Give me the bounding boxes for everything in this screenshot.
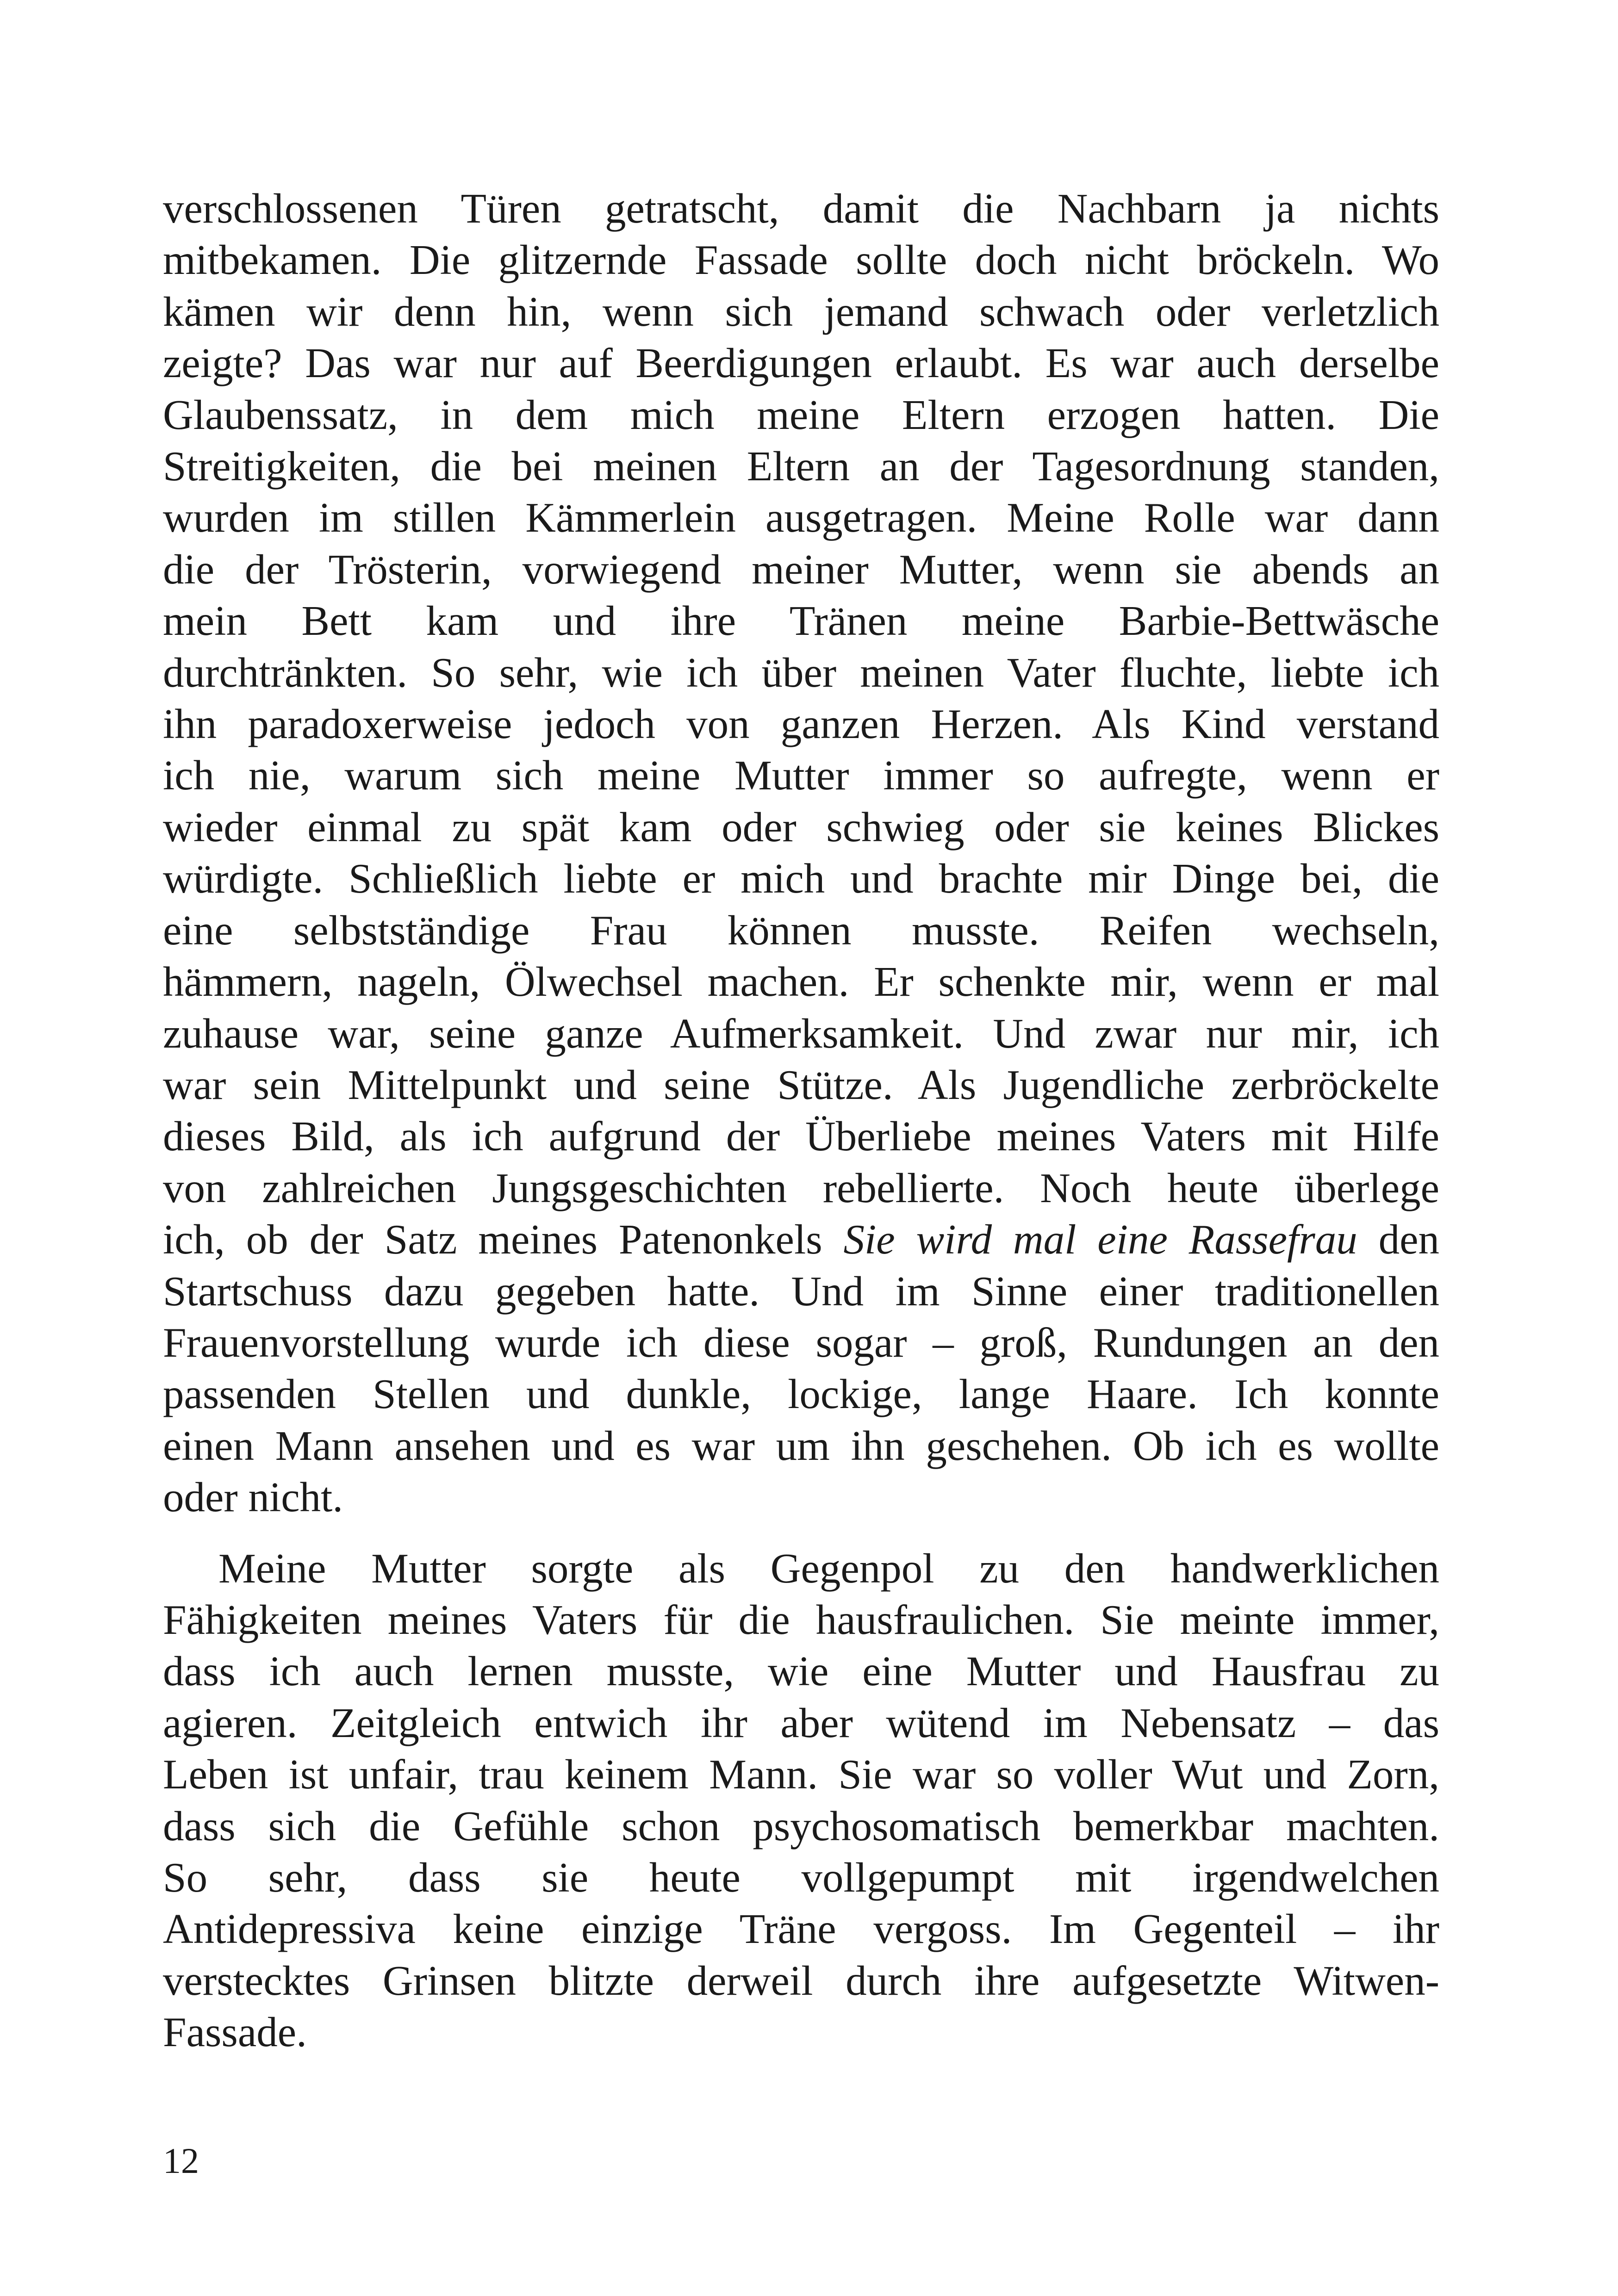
text-line: agieren. Zeitgleich entwich ihr aber wütend im Nebensatz – das [163,1699,1439,1746]
text-line: war sein Mittelpunkt und seine Stütze. Als Jugendliche zerbröckelte [163,1061,1439,1108]
text-line: zuhause war, seine ganze Aufmerksamkeit. Und zwar nur mir, ich [163,1010,1439,1057]
text-line: wieder einmal zu spät kam oder schwieg oder sie keines Blickes [163,803,1439,850]
italic-quote: Sie wird mal eine Rassefrau [843,1216,1357,1263]
text-segment: ich, ob der Satz meines Patenonkels [163,1216,844,1263]
text-line: Antidepressiva keine einzige Träne vergoss. Im Gegenteil – ihr [163,1905,1439,1953]
text-line: So sehr, dass sie heute vollgepumpt mit irgendwelchen [163,1854,1439,1901]
text-line: Streitigkeiten, die bei meinen Eltern an der Tagesordnung standen, [163,443,1439,490]
text-line: würdigte. Schließlich liebte er mich und brachte mir Dinge bei, die [163,855,1439,902]
text-line: dieses Bild, als ich aufgrund der Überliebe meines Vaters mit Hilfe [163,1113,1439,1160]
text-line: dass ich auch lernen musste, wie eine Mutter und Hausfrau zu [163,1648,1439,1695]
page-body [163,183,1439,2058]
text-line: Glaubenssatz, in dem mich meine Eltern erzogen hatten. Die [163,391,1439,438]
page-number: 12 [163,2141,199,2181]
text-line: durchtränkten. So sehr, wie ich über meinen Vater fluchte, liebte ich [163,649,1439,696]
text-line: mein Bett kam und ihre Tränen meine Barbie-Bettwäsche [163,597,1439,645]
text-line: Frauenvorstellung wurde ich diese sogar – groß, Rundungen an den [163,1319,1439,1366]
text-line: zeigte? Das war nur auf Beerdigungen erlaubt. Es war auch derselbe [163,340,1439,387]
text-line: hämmern, nageln, Ölwechsel machen. Er schenkte mir, wenn er mal [163,958,1439,1005]
text-line: mitbekamen. Die glitzernde Fassade sollte doch nicht bröckeln. Wo [163,236,1439,284]
text-segment: den [1357,1216,1439,1263]
text-line: die der Trösterin, vorwiegend meiner Mutter, wenn sie abends an [163,546,1439,593]
text-line: Leben ist unfair, trau keinem Mann. Sie war so voller Wut und Zorn, [163,1751,1439,1798]
text-line: eine selbstständige Frau können musste. Reifen wechseln, [163,906,1439,954]
text-line: verstecktes Grinsen blitzte derweil durch ihre aufgesetzte Witwen- [163,1957,1439,2004]
text-line: wurden im stillen Kämmerlein ausgetragen. Meine Rolle war dann [163,494,1439,541]
text-line: Fassade. [163,2009,307,2056]
text-line: kämen wir denn hin, wenn sich jemand schwach oder verletzlich [163,288,1439,335]
text-line-with-quote [163,1214,1439,1265]
text-line: Fähigkeiten meines Vaters für die hausfraulichen. Sie meinte immer, [163,1596,1439,1643]
text-line: oder nicht. [163,1474,343,1521]
text-line: ihn paradoxerweise jedoch von ganzen Herzen. Als Kind verstand [163,701,1439,748]
text-line: verschlossenen Türen getratscht, damit die Nachbarn ja nichts [163,185,1439,232]
text-line: einen Mann ansehen und es war um ihn geschehen. Ob ich es wollte [163,1422,1439,1469]
text-line: Meine Mutter sorgte als Gegenpol zu den handwerklichen [218,1545,1439,1592]
text-line: von zahlreichen Jungsgeschichten rebellierte. Noch heute überlege [163,1164,1439,1211]
paragraph-2 [163,1543,1439,2058]
text-line: passenden Stellen und dunkle, lockige, lange Haare. Ich konnte [163,1371,1439,1418]
text-line: ich nie, warum sich meine Mutter immer so aufregte, wenn er [163,752,1439,799]
text-line: dass sich die Gefühle schon psychosomatisch bemerkbar machten. [163,1802,1439,1849]
text-line: Startschuss dazu gegeben hatte. Und im Sinne einer traditionellen [163,1267,1439,1315]
paragraph-1 [163,183,1439,1523]
